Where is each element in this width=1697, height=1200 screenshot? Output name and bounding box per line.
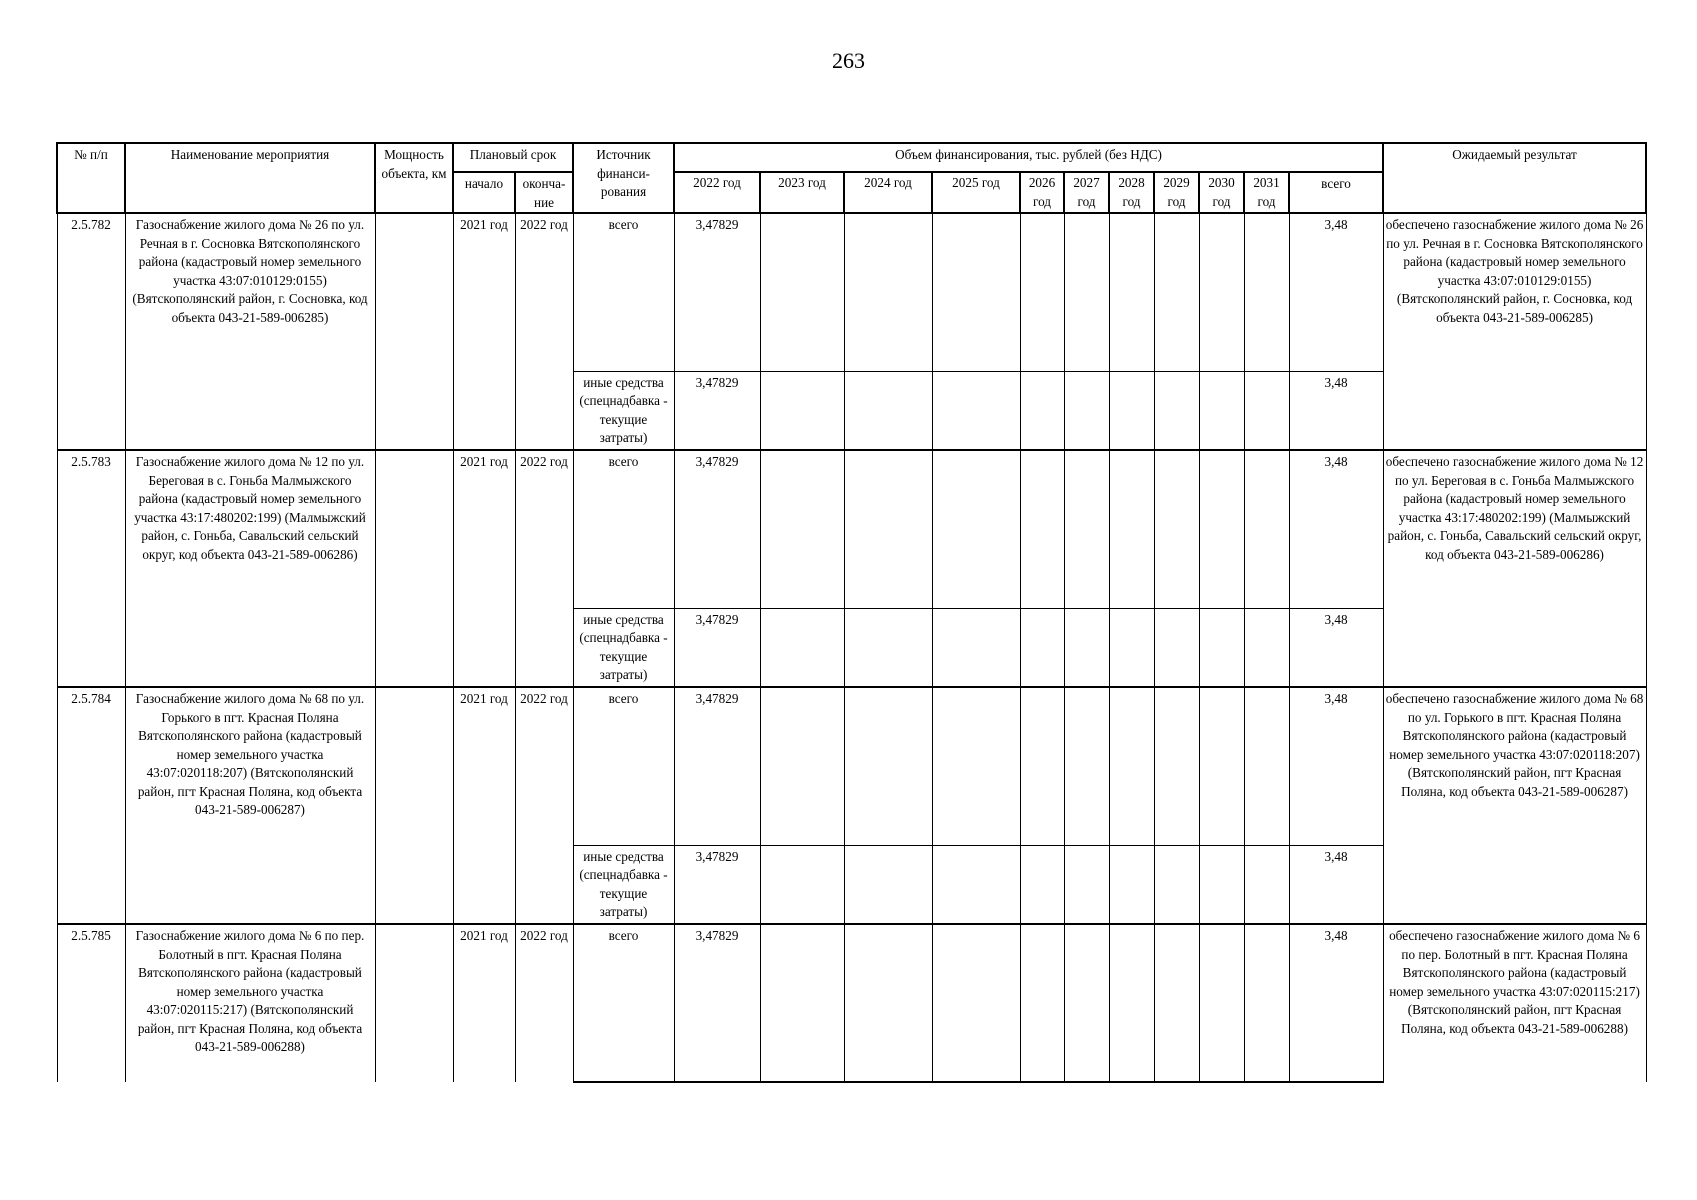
row-value-2026	[1020, 687, 1064, 845]
row-total: 3,48	[1289, 924, 1383, 1082]
row-total: 3,48	[1289, 213, 1383, 371]
table-row	[57, 924, 1646, 1082]
row-end: 2022 год	[515, 213, 573, 450]
row-total: 3,48	[1289, 608, 1383, 687]
row-num: 2.5.784	[57, 687, 125, 924]
row-value-2031	[1244, 845, 1289, 924]
row-value-2029	[1154, 924, 1199, 1082]
row-value-2027	[1064, 924, 1109, 1082]
row-value-2024	[844, 924, 932, 1082]
row-capacity	[375, 450, 453, 687]
row-value-2028	[1109, 845, 1154, 924]
header-capacity: Мощность объекта, км	[375, 143, 453, 213]
row-value-2024	[844, 687, 932, 845]
row-total: 3,48	[1289, 371, 1383, 450]
row-total: 3,48	[1289, 845, 1383, 924]
row-source: иные средства (спецнадбавка - текущие затраты)	[573, 371, 674, 450]
row-value-2026	[1020, 450, 1064, 608]
row-value-2025	[932, 845, 1020, 924]
row-capacity	[375, 924, 453, 1082]
row-value-2030	[1199, 845, 1244, 924]
row-value-2025	[932, 924, 1020, 1082]
row-value-2026	[1020, 845, 1064, 924]
row-value-2022: 3,47829	[674, 213, 760, 371]
row-value-2025	[932, 608, 1020, 687]
row-value-2026	[1020, 213, 1064, 371]
row-value-2030	[1199, 213, 1244, 371]
row-total: 3,48	[1289, 687, 1383, 845]
row-name: Газоснабжение жилого дома № 26 по ул. Речная в г. Сосновка Вятскополянского района (кадастровый номер земельного участка 43:07:010129:0155) (Вятскополянский район, г. Сосновка, код объекта 043-21-589-006285)	[125, 213, 375, 450]
row-value-2023	[760, 371, 844, 450]
row-value-2027	[1064, 371, 1109, 450]
row-num: 2.5.785	[57, 924, 125, 1082]
row-start: 2021 год	[453, 687, 515, 924]
row-source: всего	[573, 450, 674, 608]
row-value-2025	[932, 687, 1020, 845]
row-value-2024	[844, 371, 932, 450]
row-value-2031	[1244, 450, 1289, 608]
row-value-2030	[1199, 450, 1244, 608]
header-year-2022: 2022 год	[674, 172, 760, 213]
row-name: Газоснабжение жилого дома № 12 по ул. Береговая в с. Гоньба Малмыжского района (кадастровый номер земельного участка 43:17:480202:199) (Малмыжский район, с. Гоньба, Савальский сельский округ, код объекта 043-21-589-006286)	[125, 450, 375, 687]
row-value-2029	[1154, 213, 1199, 371]
row-value-2028	[1109, 213, 1154, 371]
row-value-2022: 3,47829	[674, 450, 760, 608]
header-end: оконча-ние	[515, 172, 573, 213]
row-value-2027	[1064, 213, 1109, 371]
row-value-2029	[1154, 608, 1199, 687]
table-row	[57, 687, 1646, 845]
header-num: № п/п	[57, 143, 125, 213]
table-row	[57, 213, 1646, 371]
row-value-2027	[1064, 450, 1109, 608]
header-plan-term: Плановый срок	[453, 143, 573, 172]
header-source: Источник финанси-рования	[573, 143, 674, 213]
row-end: 2022 год	[515, 924, 573, 1082]
row-source: иные средства (спецнадбавка - текущие затраты)	[573, 845, 674, 924]
row-num: 2.5.782	[57, 213, 125, 450]
row-result: обеспечено газоснабжение жилого дома № 12 по ул. Береговая в с. Гоньба Малмыжского района (кадастровый номер земельного участка 43:17:480202:199) (Малмыжский район, с. Гоньба, Савальский сельский округ, код объекта 043-21-589-006286)	[1383, 450, 1646, 687]
header-year-2026: 2026 год	[1020, 172, 1064, 213]
row-value-2029	[1154, 371, 1199, 450]
header-year-2031: 2031 год	[1244, 172, 1289, 213]
header-year-2025: 2025 год	[932, 172, 1020, 213]
row-value-2028	[1109, 608, 1154, 687]
header-result: Ожидаемый результат	[1383, 143, 1646, 213]
row-result: обеспечено газоснабжение жилого дома № 68 по ул. Горького в пгт. Красная Поляна Вятскополянского района (кадастровый номер земельного участка 43:07:020118:207) (Вятскополянский район, пгт Красная Поляна, код объекта 043-21-589-006287)	[1383, 687, 1646, 924]
row-name: Газоснабжение жилого дома № 6 по пер. Болотный в пгт. Красная Поляна Вятскополянского района (кадастровый номер земельного участка 43:07:020115:217) (Вятскополянский район, пгт Красная Поляна, код объекта 043-21-589-006288)	[125, 924, 375, 1082]
row-value-2023	[760, 687, 844, 845]
header-name: Наименование мероприятия	[125, 143, 375, 213]
header-start: начало	[453, 172, 515, 213]
row-value-2024	[844, 845, 932, 924]
row-start: 2021 год	[453, 213, 515, 450]
row-value-2022: 3,47829	[674, 924, 760, 1082]
row-value-2022: 3,47829	[674, 845, 760, 924]
row-value-2031	[1244, 687, 1289, 845]
row-value-2031	[1244, 608, 1289, 687]
row-value-2027	[1064, 608, 1109, 687]
row-value-2025	[932, 213, 1020, 371]
row-value-2028	[1109, 371, 1154, 450]
row-value-2031	[1244, 924, 1289, 1082]
row-total: 3,48	[1289, 450, 1383, 608]
row-name: Газоснабжение жилого дома № 68 по ул. Горького в пгт. Красная Поляна Вятскополянского района (кадастровый номер земельного участка 43:07:020118:207) (Вятскополянский район, пгт Красная Поляна, код объекта 043-21-589-006287)	[125, 687, 375, 924]
row-value-2028	[1109, 450, 1154, 608]
row-value-2028	[1109, 924, 1154, 1082]
financing-table	[56, 142, 1647, 1083]
row-value-2023	[760, 608, 844, 687]
header-year-2027: 2027 год	[1064, 172, 1109, 213]
header-year-2030: 2030 год	[1199, 172, 1244, 213]
row-value-2028	[1109, 687, 1154, 845]
row-value-2030	[1199, 608, 1244, 687]
row-end: 2022 год	[515, 687, 573, 924]
row-value-2026	[1020, 371, 1064, 450]
row-source: всего	[573, 924, 674, 1082]
row-value-2026	[1020, 924, 1064, 1082]
row-value-2030	[1199, 924, 1244, 1082]
table-row	[57, 450, 1646, 608]
row-source: всего	[573, 687, 674, 845]
row-value-2024	[844, 608, 932, 687]
row-num: 2.5.783	[57, 450, 125, 687]
row-capacity	[375, 687, 453, 924]
row-value-2029	[1154, 845, 1199, 924]
row-capacity	[375, 213, 453, 450]
row-value-2023	[760, 924, 844, 1082]
row-result: обеспечено газоснабжение жилого дома № 26 по ул. Речная в г. Сосновка Вятскополянского района (кадастровый номер земельного участка 43:07:010129:0155) (Вятскополянский район, г. Сосновка, код объекта 043-21-589-006285)	[1383, 213, 1646, 450]
row-value-2025	[932, 371, 1020, 450]
row-value-2029	[1154, 687, 1199, 845]
row-value-2027	[1064, 687, 1109, 845]
row-value-2023	[760, 845, 844, 924]
row-end: 2022 год	[515, 450, 573, 687]
row-value-2031	[1244, 371, 1289, 450]
row-value-2025	[932, 450, 1020, 608]
row-value-2031	[1244, 213, 1289, 371]
row-source: иные средства (спецнадбавка - текущие затраты)	[573, 608, 674, 687]
row-value-2030	[1199, 371, 1244, 450]
row-value-2030	[1199, 687, 1244, 845]
row-value-2023	[760, 450, 844, 608]
page-number: 263	[832, 48, 865, 73]
header-year-2028: 2028 год	[1109, 172, 1154, 213]
row-start: 2021 год	[453, 450, 515, 687]
row-value-2022: 3,47829	[674, 608, 760, 687]
header-year-2029: 2029 год	[1154, 172, 1199, 213]
row-value-2029	[1154, 450, 1199, 608]
row-source: всего	[573, 213, 674, 371]
row-start: 2021 год	[453, 924, 515, 1082]
row-value-2024	[844, 450, 932, 608]
row-value-2027	[1064, 845, 1109, 924]
row-value-2022: 3,47829	[674, 687, 760, 845]
table-header	[57, 143, 1646, 213]
row-value-2022: 3,47829	[674, 371, 760, 450]
header-year-2024: 2024 год	[844, 172, 932, 213]
header-total: всего	[1289, 172, 1383, 213]
header-volume: Объем финансирования, тыс. рублей (без НДС)	[674, 143, 1383, 172]
row-value-2023	[760, 213, 844, 371]
row-value-2026	[1020, 608, 1064, 687]
header-year-2023: 2023 год	[760, 172, 844, 213]
row-result: обеспечено газоснабжение жилого дома № 6 по пер. Болотный в пгт. Красная Поляна Вятскополянского района (кадастровый номер земельного участка 43:07:020115:217) (Вятскополянский район, пгт Красная Поляна, код объекта 043-21-589-006288)	[1383, 924, 1646, 1082]
row-value-2024	[844, 213, 932, 371]
